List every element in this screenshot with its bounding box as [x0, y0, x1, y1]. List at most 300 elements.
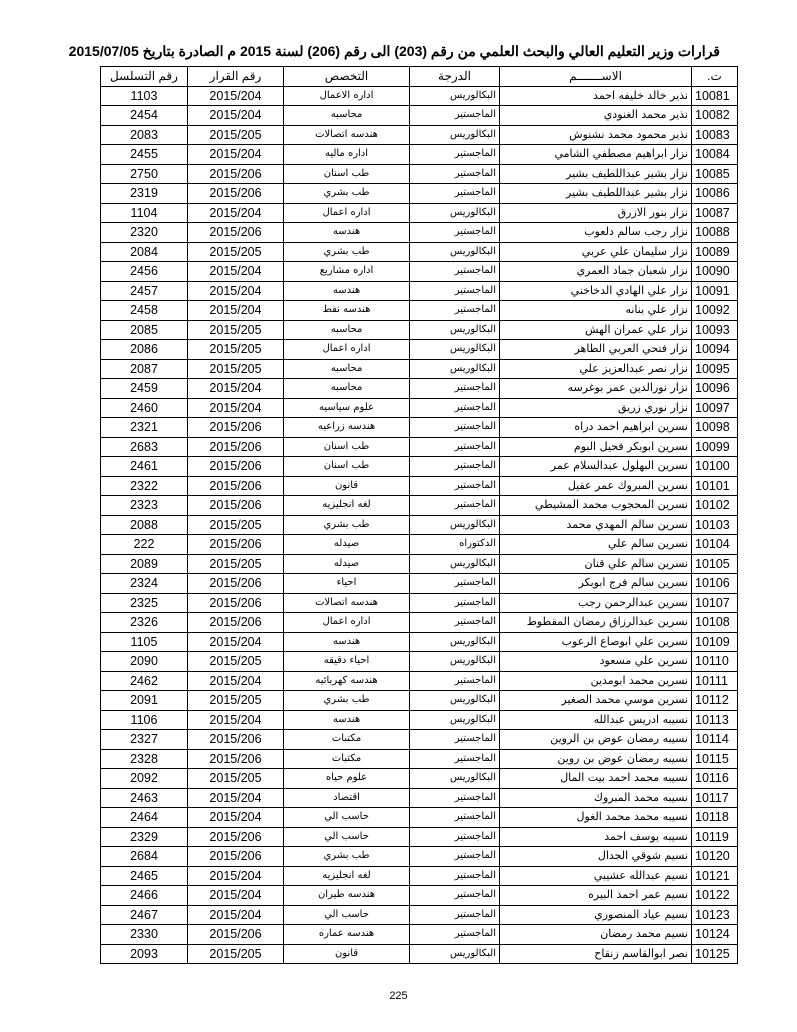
cell-specialization: هندسه: [284, 281, 410, 301]
cell-degree: البكالوريس: [410, 340, 500, 360]
cell-specialization: قانون: [284, 476, 410, 496]
cell-seq: 10084: [692, 145, 738, 165]
cell-seq: 10094: [692, 340, 738, 360]
cell-serial-number: 2454: [101, 106, 188, 126]
cell-decision-number: 2015/206: [188, 184, 284, 204]
cell-degree: الماجستير: [410, 223, 500, 243]
cell-specialization: هندسه اتصالات: [284, 125, 410, 145]
cell-degree: البكالوريس: [410, 554, 500, 574]
cell-serial-number: 2464: [101, 808, 188, 828]
cell-decision-number: 2015/206: [188, 164, 284, 184]
cell-name: نسرين المبروك عمر عقيل: [500, 476, 692, 496]
cell-specialization: اداره الاعمال: [284, 86, 410, 106]
cell-name: نزار نورالدين عمر بوغرسه: [500, 379, 692, 399]
cell-seq: 10086: [692, 184, 738, 204]
cell-decision-number: 2015/204: [188, 262, 284, 282]
cell-seq: 10096: [692, 379, 738, 399]
cell-degree: البكالوريس: [410, 769, 500, 789]
cell-serial-number: 2683: [101, 437, 188, 457]
cell-serial-number: 2326: [101, 613, 188, 633]
cell-decision-number: 2015/204: [188, 379, 284, 399]
table-row: [101, 457, 738, 477]
cell-degree: البكالوريس: [410, 125, 500, 145]
cell-specialization: طب اسنان: [284, 164, 410, 184]
cell-degree: البكالوريس: [410, 710, 500, 730]
cell-serial-number: 2460: [101, 398, 188, 418]
cell-name: نسرين سالم علي قنان: [500, 554, 692, 574]
cell-degree: الماجستير: [410, 593, 500, 613]
cell-specialization: هندسه: [284, 632, 410, 652]
cell-decision-number: 2015/206: [188, 925, 284, 945]
page-number: 225: [389, 990, 408, 1002]
table-row: [101, 476, 738, 496]
table-row: [101, 691, 738, 711]
cell-name: نسرين موسي محمد الصغير: [500, 691, 692, 711]
cell-specialization: طب بشري: [284, 515, 410, 535]
cell-seq: 10118: [692, 808, 738, 828]
cell-name: نسيم عياد المنصوري: [500, 905, 692, 925]
cell-degree: الماجستير: [410, 847, 500, 867]
cell-specialization: احياء: [284, 574, 410, 594]
table-row: [101, 125, 738, 145]
cell-decision-number: 2015/204: [188, 398, 284, 418]
cell-serial-number: 2092: [101, 769, 188, 789]
cell-specialization: علوم حياه: [284, 769, 410, 789]
cell-seq: 10097: [692, 398, 738, 418]
cell-degree: الماجستير: [410, 886, 500, 906]
cell-degree: البكالوريس: [410, 944, 500, 964]
cell-decision-number: 2015/206: [188, 223, 284, 243]
table-row: [101, 866, 738, 886]
table-row: [101, 320, 738, 340]
table-row: [101, 359, 738, 379]
cell-specialization: هندسه عماره: [284, 925, 410, 945]
cell-decision-number: 2015/206: [188, 827, 284, 847]
cell-specialization: محاسبه: [284, 359, 410, 379]
cell-serial-number: 2085: [101, 320, 188, 340]
cell-serial-number: 2325: [101, 593, 188, 613]
cell-degree: الماجستير: [410, 925, 500, 945]
cell-specialization: طب اسنان: [284, 457, 410, 477]
cell-degree: الماجستير: [410, 476, 500, 496]
table-row: [101, 184, 738, 204]
cell-serial-number: 2090: [101, 652, 188, 672]
cell-serial-number: 2322: [101, 476, 188, 496]
cell-seq: 10108: [692, 613, 738, 633]
cell-seq: 10124: [692, 925, 738, 945]
cell-specialization: هندسه: [284, 710, 410, 730]
cell-serial-number: 1105: [101, 632, 188, 652]
cell-decision-number: 2015/204: [188, 710, 284, 730]
table-row: [101, 535, 738, 555]
cell-specialization: طب بشري: [284, 242, 410, 262]
cell-degree: الماجستير: [410, 106, 500, 126]
cell-specialization: لغه انجليزيه: [284, 496, 410, 516]
cell-decision-number: 2015/205: [188, 125, 284, 145]
table-row: [101, 437, 738, 457]
cell-degree: الدكتوراه: [410, 535, 500, 555]
cell-seq: 10105: [692, 554, 738, 574]
cell-seq: 10104: [692, 535, 738, 555]
cell-degree: الماجستير: [410, 398, 500, 418]
cell-serial-number: 2319: [101, 184, 188, 204]
cell-serial-number: 2323: [101, 496, 188, 516]
cell-seq: 10091: [692, 281, 738, 301]
table-row: [101, 301, 738, 321]
cell-decision-number: 2015/204: [188, 788, 284, 808]
cell-decision-number: 2015/206: [188, 496, 284, 516]
cell-degree: الماجستير: [410, 145, 500, 165]
cell-seq: 10100: [692, 457, 738, 477]
cell-name: نسرين عبدالرزاق رمضان المقطوط: [500, 613, 692, 633]
cell-specialization: هندسه نفط: [284, 301, 410, 321]
cell-serial-number: 2458: [101, 301, 188, 321]
cell-name: نسرين علي ابوصاع الرعوب: [500, 632, 692, 652]
cell-seq: 10089: [692, 242, 738, 262]
cell-serial-number: 2467: [101, 905, 188, 925]
cell-decision-number: 2015/205: [188, 769, 284, 789]
cell-name: نزار علي بنانه: [500, 301, 692, 321]
cell-seq: 10109: [692, 632, 738, 652]
table-header-row: [101, 67, 738, 87]
cell-name: نسرين المحجوب محمد المشيطي: [500, 496, 692, 516]
cell-specialization: احياء دقيقه: [284, 652, 410, 672]
cell-serial-number: 2089: [101, 554, 188, 574]
cell-seq: 10114: [692, 730, 738, 750]
cell-degree: الماجستير: [410, 301, 500, 321]
decisions-table: [100, 66, 738, 964]
table-row: [101, 632, 738, 652]
table-row: [101, 613, 738, 633]
cell-serial-number: 2456: [101, 262, 188, 282]
cell-seq: 10082: [692, 106, 738, 126]
cell-degree: البكالوريس: [410, 515, 500, 535]
cell-serial-number: 2084: [101, 242, 188, 262]
cell-seq: 10085: [692, 164, 738, 184]
cell-degree: البكالوريس: [410, 320, 500, 340]
cell-decision-number: 2015/204: [188, 86, 284, 106]
cell-seq: 10112: [692, 691, 738, 711]
table-row: [101, 554, 738, 574]
cell-degree: البكالوريس: [410, 242, 500, 262]
cell-serial-number: 2093: [101, 944, 188, 964]
table-row: [101, 418, 738, 438]
table-row: [101, 106, 738, 126]
cell-decision-number: 2015/206: [188, 749, 284, 769]
cell-decision-number: 2015/205: [188, 320, 284, 340]
cell-degree: الماجستير: [410, 457, 500, 477]
cell-decision-number: 2015/206: [188, 613, 284, 633]
cell-name: نسيم محمد رمضان: [500, 925, 692, 945]
cell-serial-number: 2088: [101, 515, 188, 535]
cell-serial-number: 2455: [101, 145, 188, 165]
cell-seq: 10111: [692, 671, 738, 691]
cell-degree: البكالوريس: [410, 691, 500, 711]
cell-degree: البكالوريس: [410, 632, 500, 652]
cell-name: نسيبه ادريس عبدالله: [500, 710, 692, 730]
cell-name: نسرين محمد ابومدين: [500, 671, 692, 691]
cell-name: نزار ابراهيم مصطفي الشامي: [500, 145, 692, 165]
cell-serial-number: 2087: [101, 359, 188, 379]
cell-specialization: هندسه اتصالات: [284, 593, 410, 613]
cell-name: نسيبه رمضان عوض بن الروين: [500, 730, 692, 750]
cell-degree: الماجستير: [410, 866, 500, 886]
cell-specialization: اقتصاد: [284, 788, 410, 808]
cell-decision-number: 2015/204: [188, 905, 284, 925]
cell-name: نسرين البهلول عبدالسلام عمر: [500, 457, 692, 477]
table-row: [101, 944, 738, 964]
cell-name: نزار فتحي العربي الطاهر: [500, 340, 692, 360]
cell-serial-number: 2684: [101, 847, 188, 867]
cell-decision-number: 2015/205: [188, 340, 284, 360]
cell-serial-number: 2324: [101, 574, 188, 594]
cell-serial-number: 2321: [101, 418, 188, 438]
cell-name: نسرين سالم علي: [500, 535, 692, 555]
cell-decision-number: 2015/206: [188, 593, 284, 613]
cell-name: نسيبه محمد المبروك: [500, 788, 692, 808]
cell-specialization: اداره اعمال: [284, 340, 410, 360]
cell-name: نزار رجب سالم دلعوب: [500, 223, 692, 243]
cell-decision-number: 2015/204: [188, 203, 284, 223]
cell-specialization: هندسه: [284, 223, 410, 243]
cell-degree: الماجستير: [410, 379, 500, 399]
cell-serial-number: 2465: [101, 866, 188, 886]
cell-serial-number: 2459: [101, 379, 188, 399]
cell-name: نسيبه رمضان عوض بن روين: [500, 749, 692, 769]
cell-seq: 10095: [692, 359, 738, 379]
cell-decision-number: 2015/206: [188, 574, 284, 594]
cell-seq: 10123: [692, 905, 738, 925]
cell-specialization: اداره اعمال: [284, 203, 410, 223]
cell-decision-number: 2015/204: [188, 632, 284, 652]
cell-name: نذير خالد خليفه احمد: [500, 86, 692, 106]
cell-serial-number: 2457: [101, 281, 188, 301]
cell-decision-number: 2015/206: [188, 730, 284, 750]
table-row: [101, 164, 738, 184]
header-specialization: التخصص: [284, 67, 410, 87]
table-row: [101, 847, 738, 867]
cell-degree: البكالوريس: [410, 652, 500, 672]
cell-name: نزار نصر عبدالعزيز علي: [500, 359, 692, 379]
table-row: [101, 515, 738, 535]
cell-degree: الماجستير: [410, 827, 500, 847]
cell-seq: 10117: [692, 788, 738, 808]
cell-degree: الماجستير: [410, 418, 500, 438]
cell-seq: 10081: [692, 86, 738, 106]
header-degree: الدرجة: [410, 67, 500, 87]
cell-seq: 10107: [692, 593, 738, 613]
cell-name: نذير محمود محمد نشنوش: [500, 125, 692, 145]
table-row: [101, 262, 738, 282]
table-row: [101, 340, 738, 360]
cell-serial-number: 1103: [101, 86, 188, 106]
cell-specialization: هندسه طيران: [284, 886, 410, 906]
table-row: [101, 925, 738, 945]
cell-specialization: طب بشري: [284, 847, 410, 867]
cell-decision-number: 2015/206: [188, 437, 284, 457]
cell-decision-number: 2015/204: [188, 145, 284, 165]
cell-name: نذير محمد الغنودي: [500, 106, 692, 126]
cell-name: نسيبه محمد محمد الغول: [500, 808, 692, 828]
table-row: [101, 145, 738, 165]
cell-degree: الماجستير: [410, 164, 500, 184]
cell-decision-number: 2015/206: [188, 847, 284, 867]
table-row: [101, 223, 738, 243]
cell-specialization: صيدله: [284, 535, 410, 555]
cell-seq: 10113: [692, 710, 738, 730]
cell-specialization: محاسبه: [284, 379, 410, 399]
table-row: [101, 86, 738, 106]
cell-seq: 10099: [692, 437, 738, 457]
cell-name: نسرين ابراهيم احمد دراه: [500, 418, 692, 438]
cell-serial-number: 2086: [101, 340, 188, 360]
cell-degree: البكالوريس: [410, 359, 500, 379]
table-row: [101, 788, 738, 808]
cell-degree: الماجستير: [410, 671, 500, 691]
cell-specialization: محاسبه: [284, 320, 410, 340]
cell-decision-number: 2015/205: [188, 652, 284, 672]
cell-serial-number: 2461: [101, 457, 188, 477]
table-row: [101, 886, 738, 906]
cell-degree: الماجستير: [410, 437, 500, 457]
cell-degree: البكالوريس: [410, 203, 500, 223]
cell-specialization: حاسب الي: [284, 827, 410, 847]
header-serial-number: رقم التسلسل: [101, 67, 188, 87]
cell-name: نصر ابوالقاسم زنقاح: [500, 944, 692, 964]
cell-specialization: طب اسنان: [284, 437, 410, 457]
cell-seq: 10101: [692, 476, 738, 496]
cell-decision-number: 2015/205: [188, 242, 284, 262]
cell-decision-number: 2015/204: [188, 808, 284, 828]
cell-specialization: هندسه كهربائيه: [284, 671, 410, 691]
cell-seq: 10092: [692, 301, 738, 321]
table-row: [101, 398, 738, 418]
cell-specialization: محاسبه: [284, 106, 410, 126]
cell-decision-number: 2015/204: [188, 886, 284, 906]
table-row: [101, 730, 738, 750]
cell-serial-number: 2462: [101, 671, 188, 691]
cell-serial-number: 2750: [101, 164, 188, 184]
cell-seq: 10083: [692, 125, 738, 145]
cell-decision-number: 2015/206: [188, 457, 284, 477]
cell-serial-number: 2330: [101, 925, 188, 945]
cell-serial-number: 2083: [101, 125, 188, 145]
cell-name: نسيم شوقي الجدال: [500, 847, 692, 867]
cell-degree: الماجستير: [410, 496, 500, 516]
cell-decision-number: 2015/205: [188, 359, 284, 379]
header-name: الاســـــــم: [500, 67, 692, 87]
cell-seq: 10110: [692, 652, 738, 672]
cell-serial-number: 2466: [101, 886, 188, 906]
table-row: [101, 671, 738, 691]
cell-degree: الماجستير: [410, 905, 500, 925]
cell-specialization: طب بشري: [284, 691, 410, 711]
table-row: [101, 593, 738, 613]
cell-seq: 10093: [692, 320, 738, 340]
cell-decision-number: 2015/206: [188, 535, 284, 555]
cell-decision-number: 2015/205: [188, 944, 284, 964]
cell-degree: الماجستير: [410, 613, 500, 633]
cell-specialization: علوم سياسيه: [284, 398, 410, 418]
cell-specialization: هندسه زراعيه: [284, 418, 410, 438]
cell-seq: 10103: [692, 515, 738, 535]
cell-name: نزار بنور الازرق: [500, 203, 692, 223]
cell-name: نسرين ابوبكر فحيل البوم: [500, 437, 692, 457]
table-row: [101, 281, 738, 301]
cell-seq: 10120: [692, 847, 738, 867]
cell-name: نزار بشير عبداللطيف بشير: [500, 164, 692, 184]
cell-decision-number: 2015/204: [188, 671, 284, 691]
cell-name: نزار علي عمران الهش: [500, 320, 692, 340]
cell-decision-number: 2015/205: [188, 554, 284, 574]
cell-serial-number: 1106: [101, 710, 188, 730]
cell-decision-number: 2015/205: [188, 691, 284, 711]
cell-name: نزار علي الهادي الدخاخني: [500, 281, 692, 301]
cell-serial-number: 2329: [101, 827, 188, 847]
cell-name: نسرين سالم فرج ابوبكر: [500, 574, 692, 594]
cell-specialization: لغه انجليزيه: [284, 866, 410, 886]
cell-degree: الماجستير: [410, 574, 500, 594]
cell-name: نزار شعبان جماد العمري: [500, 262, 692, 282]
cell-seq: 10098: [692, 418, 738, 438]
cell-specialization: صيدله: [284, 554, 410, 574]
header-decision-number: رقم القرار: [188, 67, 284, 87]
table-row: [101, 905, 738, 925]
cell-serial-number: 1104: [101, 203, 188, 223]
table-row: [101, 203, 738, 223]
cell-seq: 10115: [692, 749, 738, 769]
cell-seq: 10119: [692, 827, 738, 847]
cell-decision-number: 2015/204: [188, 866, 284, 886]
cell-specialization: مكتبات: [284, 730, 410, 750]
cell-decision-number: 2015/204: [188, 301, 284, 321]
table-row: [101, 574, 738, 594]
cell-name: نسرين سالم المهدي محمد: [500, 515, 692, 535]
cell-specialization: اداره اعمال: [284, 613, 410, 633]
cell-specialization: اداره ماليه: [284, 145, 410, 165]
cell-specialization: حاسب الي: [284, 808, 410, 828]
cell-degree: الماجستير: [410, 788, 500, 808]
table-row: [101, 652, 738, 672]
cell-decision-number: 2015/205: [188, 515, 284, 535]
cell-serial-number: 2328: [101, 749, 188, 769]
cell-specialization: طب بشري: [284, 184, 410, 204]
table-row: [101, 242, 738, 262]
table-row: [101, 769, 738, 789]
cell-name: نزار نوري زريق: [500, 398, 692, 418]
page-title: قرارات وزير التعليم العالي والبحث العلمي من رقم (203) الى رقم (206) لسنة 2015 م الصادرة بتاريخ 2015/07/05: [68, 43, 720, 59]
cell-name: نزار سليمان علي عربي: [500, 242, 692, 262]
cell-seq: 10122: [692, 886, 738, 906]
cell-specialization: حاسب الي: [284, 905, 410, 925]
cell-name: نسيبه يوسف احمد: [500, 827, 692, 847]
cell-specialization: قانون: [284, 944, 410, 964]
cell-seq: 10088: [692, 223, 738, 243]
cell-name: نسرين علي مسعود: [500, 652, 692, 672]
table-row: [101, 808, 738, 828]
cell-decision-number: 2015/206: [188, 418, 284, 438]
cell-specialization: مكتبات: [284, 749, 410, 769]
header-seq: ت.: [692, 67, 738, 87]
cell-serial-number: 2463: [101, 788, 188, 808]
cell-degree: الماجستير: [410, 262, 500, 282]
cell-seq: 10102: [692, 496, 738, 516]
cell-serial-number: 222: [101, 535, 188, 555]
cell-degree: الماجستير: [410, 808, 500, 828]
cell-decision-number: 2015/204: [188, 106, 284, 126]
table-row: [101, 749, 738, 769]
cell-degree: البكالوريس: [410, 86, 500, 106]
